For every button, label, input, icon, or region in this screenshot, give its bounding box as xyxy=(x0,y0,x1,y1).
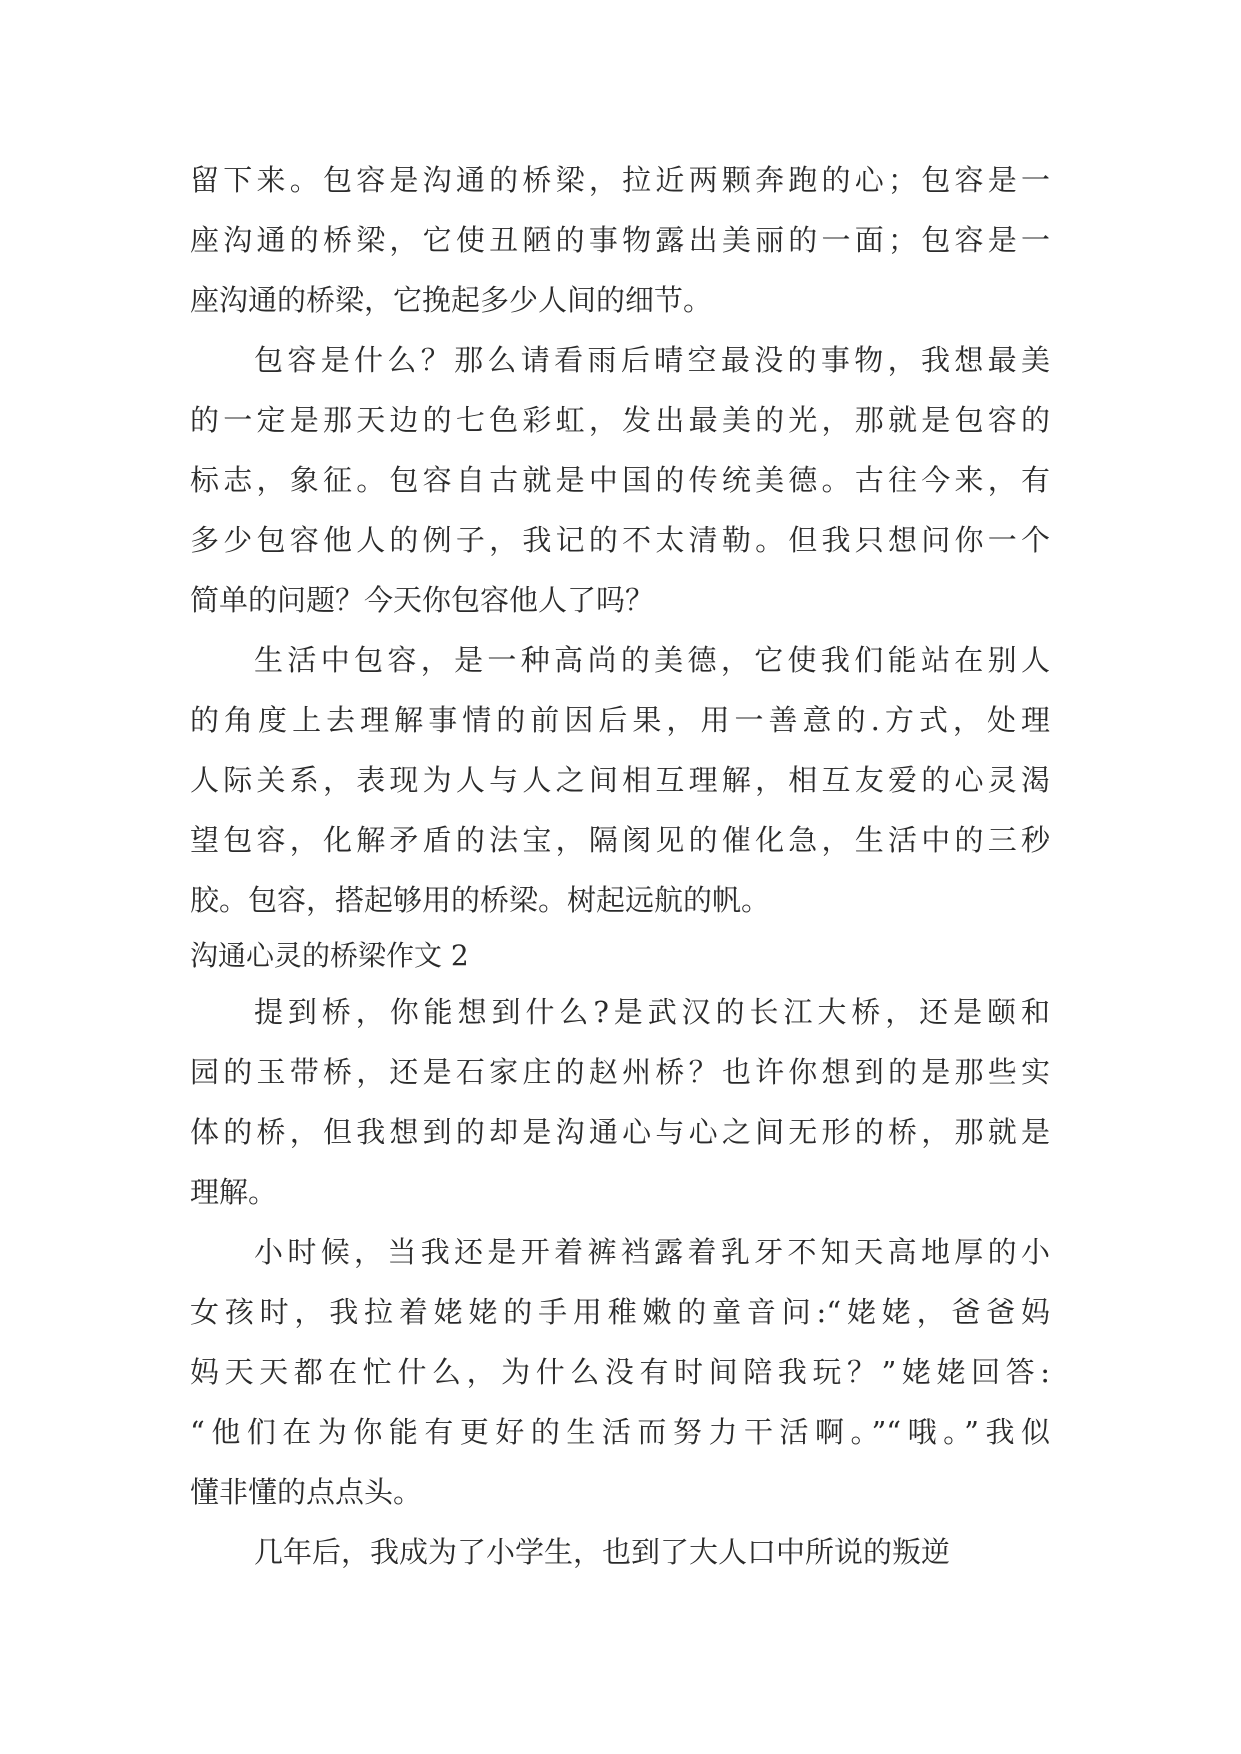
paragraph xyxy=(190,150,1050,330)
text-line: 小时候，当我还是开着裤裆露着乳牙不知天高地厚的小 xyxy=(254,1235,1050,1269)
section-heading xyxy=(190,930,1050,982)
text-line: 体的桥，但我想到的却是沟通心与心之间无形的桥，那就是 xyxy=(190,1115,1050,1149)
text-line: 的角度上去理解事情的前因后果，用一善意的.方式，处理 xyxy=(190,703,1050,737)
text-line: 多少包容他人的例子，我记的不太清勒。但我只想问你一个 xyxy=(190,523,1050,557)
text-line: 留下来。包容是沟通的桥梁，拉近两颗奔跑的心；包容是一 xyxy=(190,163,1050,197)
text-line: 包容是什么？那么请看雨后晴空最没的事物，我想最美 xyxy=(254,343,1050,377)
paragraph xyxy=(190,630,1050,930)
text-line: 女孩时，我拉着姥姥的手用稚嫩的童音问:“姥姥，爸爸妈 xyxy=(190,1295,1050,1329)
text-line: 简单的问题？今天你包容他人了吗？ xyxy=(190,583,655,617)
text-line: 座沟通的桥梁，它使丑陋的事物露出美丽的一面；包容是一 xyxy=(190,223,1050,257)
text-line: 标志，象征。包容自古就是中国的传统美德。古往今来，有 xyxy=(190,463,1050,497)
paragraph xyxy=(190,330,1050,630)
text-line: 座沟通的桥梁，它挽起多少人间的细节。 xyxy=(190,283,713,317)
text-line: 的一定是那天边的七色彩虹，发出最美的光，那就是包容的 xyxy=(190,403,1050,437)
text-line: 生活中包容，是一种高尚的美德，它使我们能站在别人 xyxy=(254,643,1050,677)
text-line: 园的玉带桥，还是石家庄的赵州桥？也许你想到的是那些实 xyxy=(190,1055,1050,1089)
text-line: “他们在为你能有更好的生活而努力干活啊。”“哦。”我似 xyxy=(190,1415,1050,1449)
text-line: 胶。包容，搭起够用的桥梁。树起远航的帆。 xyxy=(190,883,771,917)
heading-text: 沟通心灵的桥梁作文 2 xyxy=(190,939,469,972)
paragraph xyxy=(190,1522,1050,1582)
text-line: 望包容，化解矛盾的法宝，隔阂见的催化急，生活中的三秒 xyxy=(190,823,1050,857)
paragraph xyxy=(190,1222,1050,1522)
text-line: 提到桥，你能想到什么?是武汉的长江大桥，还是颐和 xyxy=(254,995,1050,1029)
text-line: 理解。 xyxy=(190,1175,278,1209)
text-line: 人际关系，表现为人与人之间相互理解，相互友爱的心灵渴 xyxy=(190,763,1050,797)
paragraph xyxy=(190,982,1050,1222)
text-line: 懂非懂的点点头。 xyxy=(190,1475,423,1509)
text-line: 妈天天都在忙什么，为什么没有时间陪我玩？”姥姥回答: xyxy=(190,1355,1050,1389)
document-body xyxy=(190,150,1050,1582)
text-line: 几年后，我成为了小学生，也到了大人口中所说的叛逆 xyxy=(254,1535,951,1569)
